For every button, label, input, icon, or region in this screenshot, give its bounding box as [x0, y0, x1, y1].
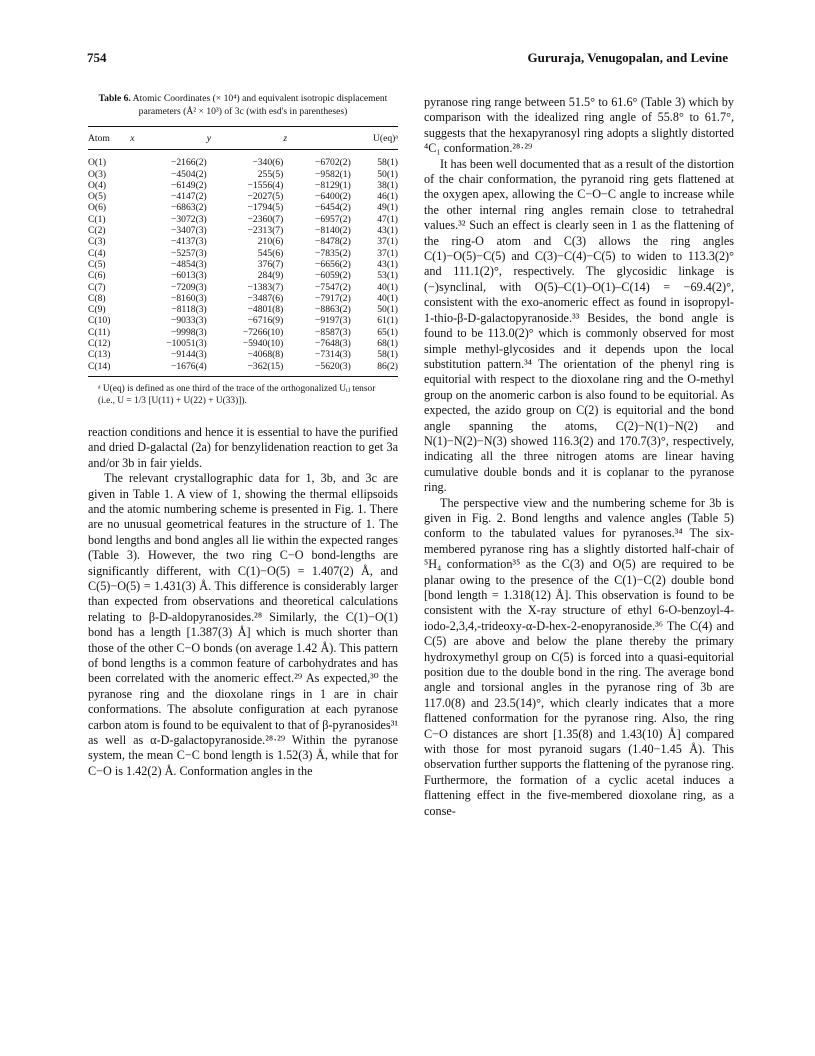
running-authors: Gururaja, Venugopalan, and Levine — [527, 50, 728, 65]
right-body-text — [424, 95, 734, 819]
table-cell: 58(1) — [377, 157, 398, 169]
table-cell: 210(6) — [257, 236, 284, 248]
right-column — [424, 95, 734, 819]
table-cell: −4068(8) — [247, 349, 284, 361]
table-row — [88, 180, 398, 191]
table-cell: −1556(4) — [247, 179, 284, 191]
table-label: Table 6. — [98, 93, 131, 104]
table-cell: 47(1) — [377, 213, 398, 225]
table-row — [88, 282, 398, 293]
atom-label-cell: C(14) — [88, 361, 130, 377]
table-cell: −6149(2) — [170, 179, 207, 191]
table-cell: −7547(2) — [315, 281, 351, 293]
table-cell: −340(6) — [252, 157, 284, 169]
table-cell: −4801(8) — [247, 304, 284, 316]
table-cell: −2313(7) — [247, 225, 284, 237]
table-cell: −9197(3) — [315, 315, 351, 327]
table-row — [88, 304, 398, 315]
atom-label-cell: O(5) — [88, 191, 107, 203]
table-body — [88, 150, 398, 377]
atom-label-cell: C(13) — [88, 349, 111, 361]
table-cell: −2166(2) — [170, 157, 207, 169]
atom-label-cell: C(8) — [88, 292, 106, 304]
table-cell: −6702(2) — [315, 157, 351, 169]
atomic-coordinates-table — [88, 126, 398, 377]
table-cell: −6863(2) — [170, 202, 207, 214]
table-cell: 50(1) — [377, 304, 398, 316]
body-paragraph: It has been well documented that as a result of the distortion of the chair conformation, the pyranoid ring gets flattened at the oxygen apex, allowing the C−O−C angle to increase while the other internal ring angles remain close to tetrahedral values.³² Such an effect is clearly seen in 1 as the flattening of the ring-O atom and C(3) allows the ring angles C(1)−O(5)−C(5) and C(3)−C(4)−C(5) to widen to 113.3(2)° and 111.1(2)°, respectively. The glycosidic linkage is (−)synclinal, with O(5)–C(1)–O(1)–C(14) = −69.4(2)°, consistent with the exo-anomeric effect as found in isopropyl-1-thio-β-D-galactopyranoside.³³ Besides, the bond angle is found to be 113.0(2)° which is commonly observed for most simple methyl-glycosides and it depends upon the local substitution pattern.³⁴ The orientation of the phenyl ring is equitorial with respect to the dioxolane ring and the O-methyl group on the anomeric carbon is also found to be equitorial. As expected, the azido group on C(2) is equitorial and the bond angle spanning the atoms, C(2)−N(1)−N(2) and N(1)−N(2)−N(3) showed 116.3(2) and 170.7(3)°, respectively, indicating all the three nitrogen atoms are linear having cumulative double bonds and it is coplanar to the pyranose ring. — [424, 156, 734, 495]
table-cell: −7835(2) — [315, 247, 351, 259]
table-row — [88, 361, 398, 377]
table-cell: −7648(3) — [315, 338, 351, 350]
table-row — [88, 202, 398, 213]
atom-label-cell: C(2) — [88, 225, 106, 237]
table-header-row — [88, 127, 398, 150]
table-cell: −6716(9) — [247, 315, 284, 327]
table-row — [88, 150, 398, 169]
table-cell: −6957(2) — [315, 213, 351, 225]
table-cell: −362(15) — [207, 361, 284, 377]
table-cell: −8160(3) — [170, 292, 207, 304]
atom-label-cell: C(1) — [88, 213, 106, 225]
table-cell: 61(1) — [377, 315, 398, 327]
table-cell: −8140(2) — [315, 225, 351, 237]
table-row — [88, 349, 398, 360]
table-cell: −9033(3) — [170, 315, 207, 327]
table-cell: −1383(7) — [247, 281, 284, 293]
atom-label-cell: O(6) — [88, 202, 107, 214]
atom-label-cell: C(4) — [88, 247, 106, 259]
table-cell: 37(1) — [377, 247, 398, 259]
table-row — [88, 225, 398, 236]
table-cell: −6400(2) — [315, 191, 351, 203]
table-cell: 43(1) — [377, 225, 398, 237]
table-cell: 65(1) — [377, 326, 398, 338]
table-cell: 86(2) — [351, 361, 398, 377]
table-cell: −9998(3) — [170, 326, 207, 338]
table-row — [88, 315, 398, 326]
table-cell: 545(6) — [257, 247, 284, 259]
column-header: U(eq)ᵃ — [351, 127, 398, 150]
table-cell: 68(1) — [377, 338, 398, 350]
table-row — [88, 169, 398, 180]
table-cell: −6656(2) — [315, 258, 351, 270]
table-cell: −8129(1) — [315, 179, 351, 191]
body-paragraph: pyranose ring range between 51.5° to 61.6° (Table 3) which by comparison with the idealized ring angle of 55.8° to 61.7°, suggests that the hexapyranosyl ring adopts a slightly distorted ⁴C₁ conformation.²⁸·²⁹ — [424, 95, 734, 156]
table-cell: −7917(2) — [315, 292, 351, 304]
table-cell: 53(1) — [377, 270, 398, 282]
column-header: x — [130, 127, 207, 150]
table-row — [88, 327, 398, 338]
table-cell: 58(1) — [377, 349, 398, 361]
table-cell: 40(1) — [377, 281, 398, 293]
table-cell: −6059(2) — [315, 270, 351, 282]
table-cell: −4147(2) — [170, 191, 207, 203]
atom-label-cell: C(5) — [88, 258, 106, 270]
table-footnote: ᵃ U(eq) is defined as one third of the trace of the orthogonalized Uᵢⱼ tensor (i.e., U = 1/3 [U(11) + U(22) + U(33)]). — [98, 383, 376, 406]
table-cell: 284(9) — [257, 270, 284, 282]
table-cell: −3487(6) — [247, 292, 284, 304]
table-cell: −3407(3) — [170, 225, 207, 237]
atom-label-cell: C(9) — [88, 304, 106, 316]
body-paragraph: reaction conditions and hence it is essential to have the purified and dried D-galactal (2a) for benzylidenation reaction to get 3a and/or 3b in fair yields. — [88, 424, 398, 470]
left-column — [88, 93, 398, 779]
table-row — [88, 338, 398, 349]
atom-label-cell: C(10) — [88, 315, 111, 327]
table-caption — [92, 93, 394, 118]
table-cell: −1794(5) — [247, 202, 284, 214]
table-cell: 50(1) — [377, 168, 398, 180]
atom-label-cell: O(4) — [88, 179, 107, 191]
atom-label-cell: O(3) — [88, 168, 107, 180]
table-cell: −8478(2) — [315, 236, 351, 248]
table-cell: −7314(3) — [315, 349, 351, 361]
column-header: z — [283, 127, 351, 150]
atom-label-cell: O(1) — [88, 157, 107, 169]
page-number: 754 — [87, 50, 107, 65]
atom-label-cell: C(12) — [88, 338, 111, 350]
table-row — [88, 191, 398, 202]
body-paragraph: The relevant crystallographic data for 1, 3b, and 3c are given in Table 1. A view of 1, showing the thermal ellipsoids and the atomic numbering scheme is presented in Fig. 1. There are no unusual geometrical features in the structure of 1. The bond lengths and bond angles all lie within the expected ranges (Table 3). However, the two ring C−O bond-lengths are significantly different, with C(1)−O(5) = 1.407(2) Å, and C(5)−O(5) = 1.431(3) Å. This difference is considerably larger than expected from observations and theoretical calculations relating to β-D-aldopyranosides.²⁸ Similarly, the C(1)−O(1) bond has a length [1.387(3) Å] which is much shorter than those of the other C−O bonds (on average 1.42 Å). This pattern of bond lengths is a common feature of carbohydrates and has been correlated with the anomeric effect.²⁹ As expected,³⁰ the pyranose ring and the dioxolane rings in 1 are in chair conformations. The absolute configuration at each pyranose carbon atom is found to be equivalent to that of β-pyranosides³¹ as well as α-D-galactopyranoside.²⁸·²⁹ Within the pyranose system, the mean C−C bond length is 1.52(3) Å, while that for C−O is 1.42(2) Å. Conformation angles in the — [88, 471, 398, 778]
table-cell: 46(1) — [377, 191, 398, 203]
table-cell: −10051(3) — [166, 338, 207, 350]
atom-label-cell: C(11) — [88, 326, 111, 338]
table-row — [88, 236, 398, 247]
table-cell: −8863(2) — [315, 304, 351, 316]
table-cell: −5257(3) — [170, 247, 207, 259]
table-cell: 255(5) — [257, 168, 284, 180]
table-row — [88, 293, 398, 304]
table-cell: −5940(10) — [242, 338, 284, 350]
body-paragraph: The perspective view and the numbering scheme for 3b is given in Fig. 2. Bond lengths and valence angles (Table 5) conform to the tabulated values for pyranoses.³⁴ The six-membered pyranose ring has a slightly distorted half-chair of ⁵H₄ conformation³⁵ as the C(3) and O(5) are required to be planar owing to the presence of the C(1)−C(2) double bond [bond length = 1.318(12) Å]. This observation is found to be consistent with the X-ray structure of ethyl 6-O-benzoyl-4-iodo-2,3,4,-trideoxy-α-D-hex-2-enopyranoside.³⁶ The C(4) and C(5) are above and below the plane thereby the primary hydroxymethyl group on C(5) is forced into a quasi-equitorial position due to the double bond in the ring. The average bond angle and torsional angles in the pyranose ring of 3b are 117.0(8) and 23.5(14)°, which clearly indicates that a more flattened conformation for the pyranose ring. Also, the ring C−O distances are short [1.35(8) and 1.43(10) Å] compared with those for most pyranoid sugars (1.40−1.45 Å). This observation further supports the flattening of the pyranose ring. Furthermore, the formation of a cyclic acetal induces a flattening effect in the five-membered dioxolane ring, as a conse- — [424, 495, 734, 818]
table-cell: −4504(2) — [170, 168, 207, 180]
table-cell: 376(7) — [257, 258, 284, 270]
table-row — [88, 259, 398, 270]
table-cell: −6454(2) — [315, 202, 351, 214]
table-cell: −8587(3) — [315, 326, 351, 338]
table-cell: −9144(3) — [170, 349, 207, 361]
table-cell: −6013(3) — [170, 270, 207, 282]
table-cell: −4137(3) — [170, 236, 207, 248]
table-cell: −7209(3) — [170, 281, 207, 293]
table-cell: 49(1) — [377, 202, 398, 214]
table-cell: −2027(5) — [247, 191, 284, 203]
table-caption-text: Atomic Coordinates (× 10⁴) and equivalent isotropic displacement parameters (Å² × 10³) of 3c (with esd's in parentheses) — [130, 93, 388, 117]
table-row — [88, 270, 398, 281]
table-cell: −5620(3) — [283, 361, 351, 377]
table-cell: −9582(1) — [315, 168, 351, 180]
table-cell: −8118(3) — [171, 304, 207, 316]
table-cell: −3072(3) — [170, 213, 207, 225]
table-row — [88, 248, 398, 259]
table-cell: −4854(3) — [170, 258, 207, 270]
table-cell: 43(1) — [377, 258, 398, 270]
table-cell: 38(1) — [377, 179, 398, 191]
atom-label-cell: C(6) — [88, 270, 106, 282]
table-cell: −7266(10) — [242, 326, 284, 338]
column-header: y — [207, 127, 284, 150]
table-row — [88, 214, 398, 225]
table-cell: −1676(4) — [130, 361, 207, 377]
table-cell: 37(1) — [377, 236, 398, 248]
atom-label-cell: C(7) — [88, 281, 106, 293]
left-body-text — [88, 425, 398, 779]
atom-label-cell: C(3) — [88, 236, 106, 248]
table-cell: 40(1) — [377, 292, 398, 304]
column-header: Atom — [88, 127, 130, 150]
table-cell: −2360(7) — [247, 213, 284, 225]
running-header — [87, 50, 728, 70]
